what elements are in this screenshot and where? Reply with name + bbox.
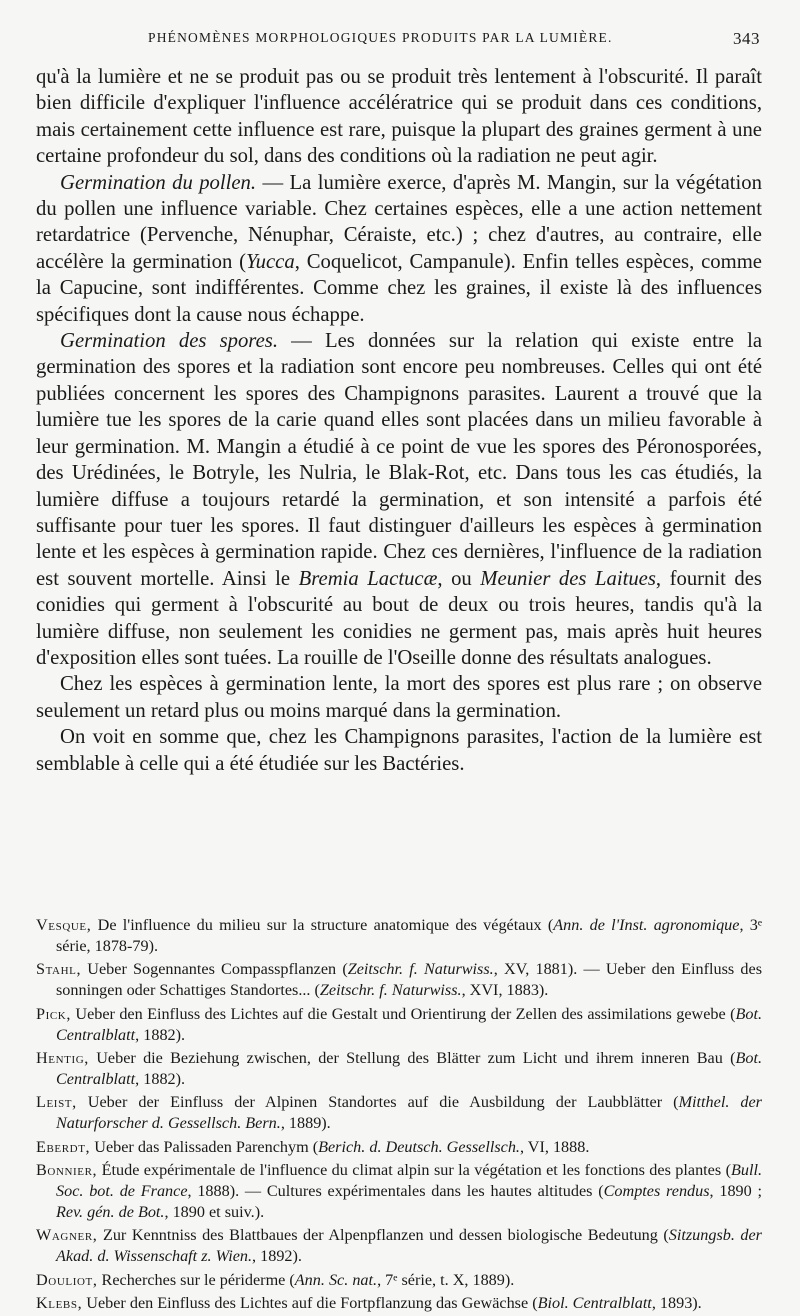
reference-text: , 1890 et suiv.).: [164, 1202, 265, 1221]
paragraph-slow-germination: Chez les espèces à germination lente, la mort des spores est plus rare ; on observe seulement un retard plus ou moins marqué dans la germination.: [36, 673, 762, 722]
reference-text: Ueber Sogennantes Compasspflanzen (: [81, 960, 348, 979]
bibliography-entry: [36, 1137, 762, 1158]
reference-author: Vesque,: [36, 916, 92, 934]
genus-yucca: Yucca: [246, 250, 295, 273]
reference-text: Étude expérimentale de l'influence du climat alpin sur la végétation et les fonctions des plantes (: [97, 1160, 731, 1179]
reference-text: , 7ᵉ série, t. X, 1889).: [377, 1270, 515, 1289]
paragraph-seed-germination: qu'à la lumière et ne se produit pas ou se produit très lentement à l'obscurité. Il paraît bien difficile d'expliquer l'influence accélératrice qui se produit dans ces conditions, mais certainement cette influence est rare, puisque la plupart des graines germent à une certaine profondeur du sol, dans des conditions où la radiation ne peut agir.: [36, 66, 762, 168]
reference-source: Rev. gén. de Bot.: [56, 1202, 165, 1221]
reference-text: , 1889).: [280, 1114, 331, 1133]
reference-text: Recherches sur le périderme (: [97, 1270, 295, 1289]
bibliography-entry: [36, 1004, 762, 1046]
reference-source: Berich. d. Deutsch. Gessellsch.: [318, 1137, 520, 1156]
section-heading-pollen: Germination du pollen.: [60, 171, 257, 194]
bibliography: [36, 915, 762, 1316]
reference-text: , 1892).: [252, 1247, 302, 1266]
reference-author: Douliot,: [36, 1270, 98, 1289]
reference-source: Biol. Centralblatt: [537, 1293, 652, 1312]
reference-source: Ann. Sc. nat.: [294, 1270, 378, 1289]
reference-text: , 1888). — Cultures expérimentales dans les hautes altitudes (: [187, 1181, 604, 1200]
reference-text: Ueber den Einfluss des Lichtes auf die Gestalt und Orientirung der Zellen des assimilations gewebe (: [71, 1004, 736, 1023]
common-name-meunier: Meunier des Laitues: [480, 567, 656, 590]
bibliography-entry: [36, 959, 762, 1001]
species-bremia: Bremia Lactucæ: [298, 567, 438, 590]
reference-source: Bot. Centralblatt: [56, 1004, 762, 1044]
reference-source: Ann. de l'Inst. agronomique: [553, 916, 740, 934]
bibliography-entry: [36, 1270, 762, 1291]
reference-text: Ueber der Einfluss der Alpinen Standortes auf die Ausbildung der Laubblätter (: [76, 1093, 679, 1112]
reference-text: Ueber das Palissaden Parenchym (: [90, 1137, 319, 1156]
reference-author: Pick,: [36, 1004, 71, 1023]
bibliography-entry: [36, 915, 762, 957]
bibliography-entry: [36, 1092, 762, 1134]
reference-source: Comptes rendus: [603, 1181, 710, 1200]
reference-text: , XV, 1881). — Ueber den Einfluss des sonningen oder Schattiges Standortes... (: [56, 960, 762, 1000]
reference-author: Bonnier,: [36, 1160, 98, 1179]
reference-text: , 1893).: [651, 1293, 702, 1312]
bibliography-entry: [36, 1160, 762, 1223]
reference-source: Zeitschr. f. Naturwiss.: [319, 981, 462, 1000]
reference-source: Zeitschr. f. Naturwiss.: [347, 960, 494, 979]
reference-author: Leist,: [36, 1093, 77, 1112]
reference-text: , VI, 1888.: [519, 1137, 590, 1156]
running-title: PHÉNOMÈNES MORPHOLOGIQUES PRODUITS PAR LA LUMIÈRE.: [148, 30, 613, 45]
paragraph-spore-germination: Germination des spores. — Les données sur la relation qui existe entre la germination des spores et la radiation sont encore peu nombreuses. Celles qui ont été publiées concernent les spores des Champignons parasites. Laurent a trouvé que la lumière tue les spores de la carie quand elles sont placées dans un milieu favorable à leur germination. M. Mangin a étudié à ce point de vue les spores des Péronosporées, des Urédinées, le Botryle, les Nulria, le Blak-Rot, etc. Dans tous les cas étudiés, la lumière diffuse a toujours retardé la germination, et son intensité a parfois été suffisante pour tuer les spores. Il faut distinguer d'ailleurs les espèces à germination lente et les espèces à germination rapide. Chez ces dernières, l'influence de la radiation est souvent mortelle. Ainsi le Bremia Lactucæ, ou Meunier des Laitues, fournit des conidies qui germent à l'obscurité au bout de deux ou trois heures, tandis qu'à la lumière diffuse, non seulement les conidies ne germent pas, mais après huit heures d'exposition elles sont tuées. La rouille de l'Oseille donne des résultats analogues.: [36, 330, 762, 669]
bibliography-entry: [36, 1225, 762, 1267]
reference-author: Hentig,: [36, 1048, 89, 1067]
reference-text: Ueber die Beziehung zwischen, der Stellung des Blätter zum Licht und ihrem inneren Bau (: [88, 1048, 736, 1067]
reference-text: , XVI, 1883).: [461, 981, 549, 1000]
body-text: [36, 64, 762, 777]
reference-source: Sitzungsb. der Akad. d. Wissenschaft z. Wien.: [56, 1226, 762, 1266]
reference-text: , 1882).: [135, 1069, 186, 1088]
reference-text: , 1882).: [135, 1025, 186, 1044]
paragraph-pollen-germination: Germination du pollen. — La lumière exerce, d'après M. Mangin, sur la végétation du pollen une influence variable. Chez certaines espèces, elle a une action nettement retardatrice (Pervenche, Nénuphar, Céraiste, etc.) ; chez d'autres, au contraire, elle accélère la germination (Yucca, Coquelicot, Campanule). Enfin telles espèces, comme la Capucine, sont indifférentes. Comme chez les graines, il existe là des influences spécifiques dont la cause nous échappe.: [36, 171, 762, 326]
reference-author: Wagner,: [36, 1226, 98, 1245]
reference-author: Eberdt,: [36, 1137, 91, 1156]
reference-author: Klebs,: [36, 1293, 83, 1312]
reference-source: Bot. Centralblatt: [56, 1048, 762, 1088]
reference-author: Stahl,: [36, 960, 82, 979]
running-head: [148, 30, 760, 46]
reference-text: , 3ᵉ série, 1878-79).: [56, 916, 762, 955]
bibliography-entry: [36, 1048, 762, 1090]
reference-source: Bull. Soc. bot. de France: [56, 1160, 762, 1200]
reference-text: Ueber den Einfluss des Lichtes auf die Fortpflanzung das Gewächse (: [82, 1293, 538, 1312]
reference-text: Zur Kenntniss des Blattbaues der Alpenpflanzen und dessen biologische Bedeutung (: [97, 1226, 669, 1245]
section-heading-spores: Germination des spores.: [60, 330, 278, 353]
paragraph-conclusion: On voit en somme que, chez les Champignons parasites, l'action de la lumière est semblable à celle qui a été étudiée sur les Bactéries.: [36, 726, 762, 775]
page-number: 343: [733, 29, 760, 48]
reference-text: , 1890 ;: [709, 1181, 763, 1200]
reference-text: De l'influence du milieu sur la structure anatomique des végétaux (: [91, 916, 554, 934]
reference-source: Mitthel. der Naturforscher d. Gessellsch. Bern.: [56, 1093, 762, 1133]
